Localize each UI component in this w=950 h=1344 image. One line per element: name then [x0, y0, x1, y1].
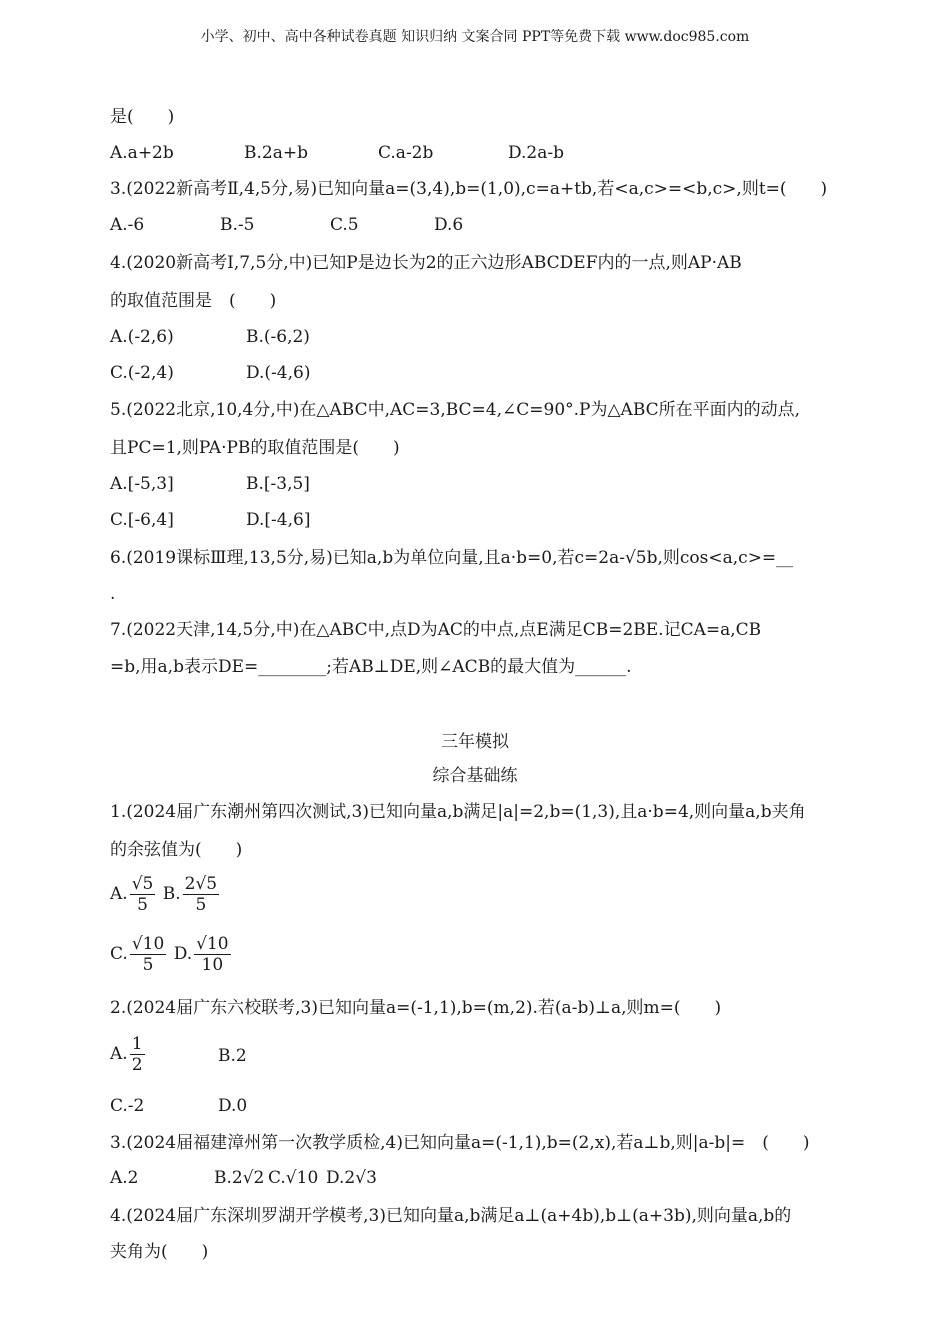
section-title: 三年模拟 [441, 732, 509, 752]
s2-q1-option-b-fraction [183, 874, 219, 915]
section-subtitle: 综合基础练 [432, 766, 518, 786]
s2-q1-option-a-label: A. [110, 884, 128, 904]
s2-q2-option-a [110, 1034, 147, 1075]
s2-q3-option-b: B.2√2 [214, 1168, 265, 1188]
q4-option-d: D.(-4,6) [246, 363, 311, 383]
q4-option-a: A.(-2,6) [110, 327, 174, 347]
s2-q3-stem: 3.(2024届福建漳州第一次教学质检,4)已知向量a=(-1,1),b=(2,x),若a⊥b,则|a-b|= ( ) [110, 1133, 810, 1153]
q6-stem-line1: 6.(2019课标Ⅲ理,13,5分,易)已知a,b为单位向量,且a·b=0,若c=2a-√5b,则cos<a,c>=__ [110, 548, 794, 568]
page-header: 小学、初中、高中各种试卷真题 知识归纳 文案合同 PPT等免费下载 www.doc985.com [200, 29, 750, 45]
q7-stem-line1: 7.(2022天津,14,5分,中)在△ABC中,点D为AC的中点,点E满足CB=2BE.记CA=a,CB [110, 620, 762, 640]
s2-q3-option-c: C.√10 [268, 1168, 319, 1188]
q5-stem-line1: 5.(2022北京,10,4分,中)在△ABC中,AC=3,BC=4,∠C=90°.P为△ABC所在平面内的动点, [110, 400, 801, 420]
s2-q3-option-a: A.2 [110, 1168, 139, 1188]
q2-tail: 是( ) [110, 107, 175, 127]
q2-option-b: B.2a+b [244, 143, 308, 163]
q2-option-d: D.2a-b [508, 143, 565, 163]
q3-option-b: B.-5 [220, 215, 255, 235]
q5-option-a: A.[-5,3] [110, 474, 174, 494]
s2-q2-option-b: B.2 [218, 1046, 247, 1066]
s2-q1-stem-line2: 的余弦值为( ) [110, 840, 243, 860]
fraction-denominator: 5 [137, 895, 148, 915]
q6-stem-line2: . [110, 584, 116, 604]
s2-q4-stem-line1: 4.(2024届广东深圳罗湖开学模考,3)已知向量a,b满足a⊥(a+4b),b⊥(a+3b),则向量a,b的 [110, 1206, 792, 1226]
q2-option-a: A.a+2b [110, 143, 174, 163]
q4-stem-line2: 的取值范围是 ( ) [110, 291, 277, 311]
fraction-numerator: √10 [196, 934, 229, 954]
s2-q1-option-b-label: B. [162, 884, 181, 904]
s2-q1-option-c-fraction [130, 934, 166, 975]
fraction-denominator: 10 [201, 955, 224, 975]
q3-option-d: D.6 [434, 215, 464, 235]
q4-option-c: C.(-2,4) [110, 363, 174, 383]
q3-stem: 3.(2022新高考Ⅱ,4,5分,易)已知向量a=(3,4),b=(1,0),c=a+tb,若<a,c>=<b,c>,则t=( ) [110, 179, 828, 199]
s2-q2-option-d: D.0 [218, 1096, 248, 1116]
s2-q2-option-c: C.-2 [110, 1096, 145, 1116]
q7-stem-line2: =b,用a,b表示DE=________;若AB⊥DE,则∠ACB的最大值为______. [110, 657, 632, 677]
fraction-numerator: 1 [131, 1034, 143, 1054]
s2-q1-stem-line1: 1.(2024届广东潮州第四次测试,3)已知向量a,b满足|a|=2,b=(1,3),且a·b=4,则向量a,b夹角 [110, 802, 806, 822]
s2-q1-options-row1 [110, 874, 221, 915]
fraction-denominator: 2 [131, 1055, 143, 1075]
s2-q1-option-d-label: D. [173, 944, 193, 964]
fraction-numerator: 2√5 [184, 874, 218, 894]
fraction-denominator: 5 [142, 955, 154, 975]
s2-q2-option-a-label: A. [110, 1044, 128, 1064]
q3-option-a: A.-6 [110, 215, 145, 235]
s2-q2-stem: 2.(2024届广东六校联考,3)已知向量a=(-1,1),b=(m,2).若(a-b)⊥a,则m=( ) [110, 998, 722, 1018]
s2-q2-option-a-fraction [130, 1034, 145, 1075]
q2-option-c: C.a-2b [378, 143, 434, 163]
s2-q4-stem-line2: 夹角为( ) [110, 1242, 209, 1262]
q4-option-b: B.(-6,2) [246, 327, 310, 347]
q4-stem-line1: 4.(2020新高考Ⅰ,7,5分,中)已知P是边长为2的正六边形ABCDEF内的一点,则AP·AB [110, 253, 742, 273]
fraction-numerator: √10 [131, 934, 165, 954]
q5-option-b: B.[-3,5] [246, 474, 310, 494]
s2-q3-option-d: D.2√3 [326, 1168, 377, 1188]
fraction-denominator: 5 [195, 895, 207, 915]
s2-q1-option-c-label: C. [110, 944, 128, 964]
fraction-numerator: √5 [131, 874, 154, 894]
q5-option-c: C.[-6,4] [110, 510, 174, 530]
s2-q1-option-d-fraction [194, 934, 230, 975]
s2-q1-option-a-fraction [130, 874, 156, 915]
q3-option-c: C.5 [330, 215, 359, 235]
q5-option-d: D.[-4,6] [246, 510, 311, 530]
q5-stem-line2: 且PC=1,则PA·PB的取值范围是( ) [110, 438, 400, 458]
s2-q1-options-row2 [110, 934, 233, 975]
